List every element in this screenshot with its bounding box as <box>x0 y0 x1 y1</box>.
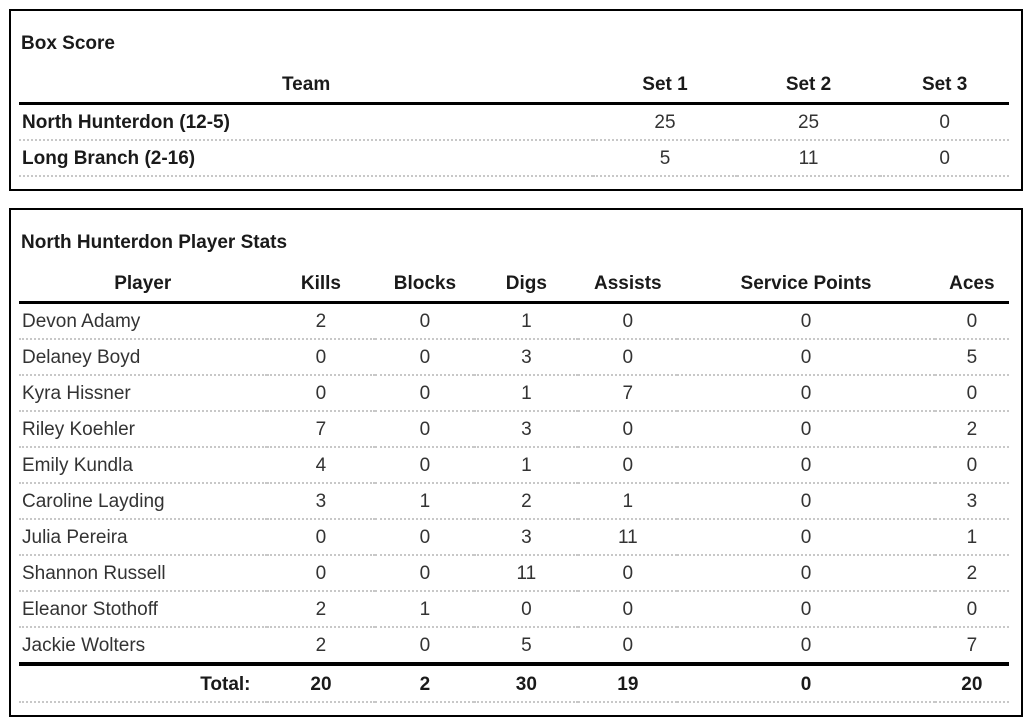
player-stats-header-assists: Assists <box>578 264 677 303</box>
total-service-points: 0 <box>677 664 934 702</box>
player-stats-row <box>19 627 1009 664</box>
stat-value: 3 <box>474 519 578 555</box>
stat-value: 0 <box>578 555 677 591</box>
stat-value: 1 <box>375 591 474 627</box>
stat-value: 0 <box>267 339 376 375</box>
player-stats-header-row <box>19 264 1009 303</box>
stat-value: 0 <box>375 447 474 483</box>
player-stats-title: North Hunterdon Player Stats <box>21 232 288 253</box>
box-score-header-row <box>19 65 1009 104</box>
player-stats-row <box>19 519 1009 555</box>
player-name: Jackie Wolters <box>19 627 267 664</box>
set-score: 5 <box>593 140 737 176</box>
box-score-table <box>19 65 1009 177</box>
stat-value: 0 <box>267 375 376 411</box>
stat-value: 0 <box>935 591 1009 627</box>
stat-value: 0 <box>578 339 677 375</box>
stat-value: 0 <box>267 555 376 591</box>
player-stats-row <box>19 375 1009 411</box>
player-stats-header-blocks: Blocks <box>375 264 474 303</box>
total-blocks: 2 <box>375 664 474 702</box>
stat-value: 11 <box>578 519 677 555</box>
player-name: Emily Kundla <box>19 447 267 483</box>
player-name: Devon Adamy <box>19 303 267 340</box>
box-score-row <box>19 140 1009 176</box>
player-name: Riley Koehler <box>19 411 267 447</box>
player-name: Caroline Layding <box>19 483 267 519</box>
stat-value: 2 <box>267 303 376 340</box>
box-score-row <box>19 104 1009 141</box>
panel-gap <box>9 191 1023 208</box>
player-name: Delaney Boyd <box>19 339 267 375</box>
player-stats-header-aces: Aces <box>935 264 1009 303</box>
total-assists: 19 <box>578 664 677 702</box>
player-stats-row <box>19 447 1009 483</box>
player-stats-table <box>19 264 1009 703</box>
stat-value: 1 <box>578 483 677 519</box>
stat-value: 0 <box>375 411 474 447</box>
stat-value: 1 <box>935 519 1009 555</box>
stat-value: 2 <box>267 627 376 664</box>
set-score: 25 <box>593 104 737 141</box>
stat-value: 0 <box>935 447 1009 483</box>
player-name: Shannon Russell <box>19 555 267 591</box>
stat-value: 4 <box>267 447 376 483</box>
set-score: 0 <box>880 104 1009 141</box>
stat-value: 1 <box>474 375 578 411</box>
stat-value: 2 <box>935 411 1009 447</box>
player-stats-row <box>19 411 1009 447</box>
stat-value: 0 <box>375 519 474 555</box>
total-aces: 20 <box>935 664 1009 702</box>
total-kills: 20 <box>267 664 376 702</box>
player-name: Julia Pereira <box>19 519 267 555</box>
box-score-panel <box>9 9 1023 191</box>
player-stats-total-row <box>19 664 1009 702</box>
stat-value: 0 <box>677 339 934 375</box>
stat-value: 0 <box>935 375 1009 411</box>
box-score-header-team: Team <box>19 65 593 104</box>
total-digs: 30 <box>474 664 578 702</box>
stat-value: 1 <box>474 447 578 483</box>
team-name: North Hunterdon (12-5) <box>19 104 593 141</box>
box-score-header-set2: Set 2 <box>737 65 881 104</box>
stat-value: 0 <box>578 627 677 664</box>
set-score: 11 <box>737 140 881 176</box>
player-stats-row <box>19 591 1009 627</box>
total-label: Total: <box>19 664 267 702</box>
stat-value: 0 <box>677 555 934 591</box>
player-stats-header-player: Player <box>19 264 267 303</box>
stat-value: 7 <box>935 627 1009 664</box>
stat-value: 0 <box>375 555 474 591</box>
stat-value: 0 <box>578 447 677 483</box>
stat-value: 0 <box>474 591 578 627</box>
stat-value: 3 <box>267 483 376 519</box>
player-stats-row <box>19 303 1009 340</box>
stat-value: 1 <box>474 303 578 340</box>
stat-value: 0 <box>375 375 474 411</box>
stat-value: 7 <box>267 411 376 447</box>
stat-value: 0 <box>677 519 934 555</box>
player-stats-row <box>19 555 1009 591</box>
player-stats-header-kills: Kills <box>267 264 376 303</box>
player-stats-row <box>19 339 1009 375</box>
set-score: 0 <box>880 140 1009 176</box>
stat-value: 0 <box>677 483 934 519</box>
player-stats-header-digs: Digs <box>474 264 578 303</box>
stat-value: 2 <box>267 591 376 627</box>
player-stats-header-service-points: Service Points <box>677 264 934 303</box>
stat-value: 0 <box>375 339 474 375</box>
team-name: Long Branch (2-16) <box>19 140 593 176</box>
stat-value: 3 <box>474 339 578 375</box>
stat-value: 7 <box>578 375 677 411</box>
set-score: 25 <box>737 104 881 141</box>
stat-value: 11 <box>474 555 578 591</box>
player-stats-panel <box>9 208 1023 717</box>
stat-value: 0 <box>935 303 1009 340</box>
stat-value: 0 <box>267 519 376 555</box>
stat-value: 0 <box>578 591 677 627</box>
stat-value: 0 <box>578 303 677 340</box>
stat-value: 5 <box>935 339 1009 375</box>
box-score-header-set3: Set 3 <box>880 65 1009 104</box>
stat-value: 0 <box>677 375 934 411</box>
stat-value: 0 <box>677 411 934 447</box>
stat-value: 2 <box>935 555 1009 591</box>
box-score-title: Box Score <box>21 33 115 54</box>
player-stats-row <box>19 483 1009 519</box>
stat-value: 0 <box>578 411 677 447</box>
stat-value: 2 <box>474 483 578 519</box>
stat-value: 0 <box>677 591 934 627</box>
player-name: Kyra Hissner <box>19 375 267 411</box>
stat-value: 1 <box>375 483 474 519</box>
stat-value: 5 <box>474 627 578 664</box>
stat-value: 0 <box>375 303 474 340</box>
stat-value: 0 <box>677 303 934 340</box>
stat-value: 0 <box>375 627 474 664</box>
stat-value: 0 <box>677 447 934 483</box>
box-score-header-set1: Set 1 <box>593 65 737 104</box>
stat-value: 3 <box>474 411 578 447</box>
player-name: Eleanor Stothoff <box>19 591 267 627</box>
stat-value: 3 <box>935 483 1009 519</box>
stat-value: 0 <box>677 627 934 664</box>
